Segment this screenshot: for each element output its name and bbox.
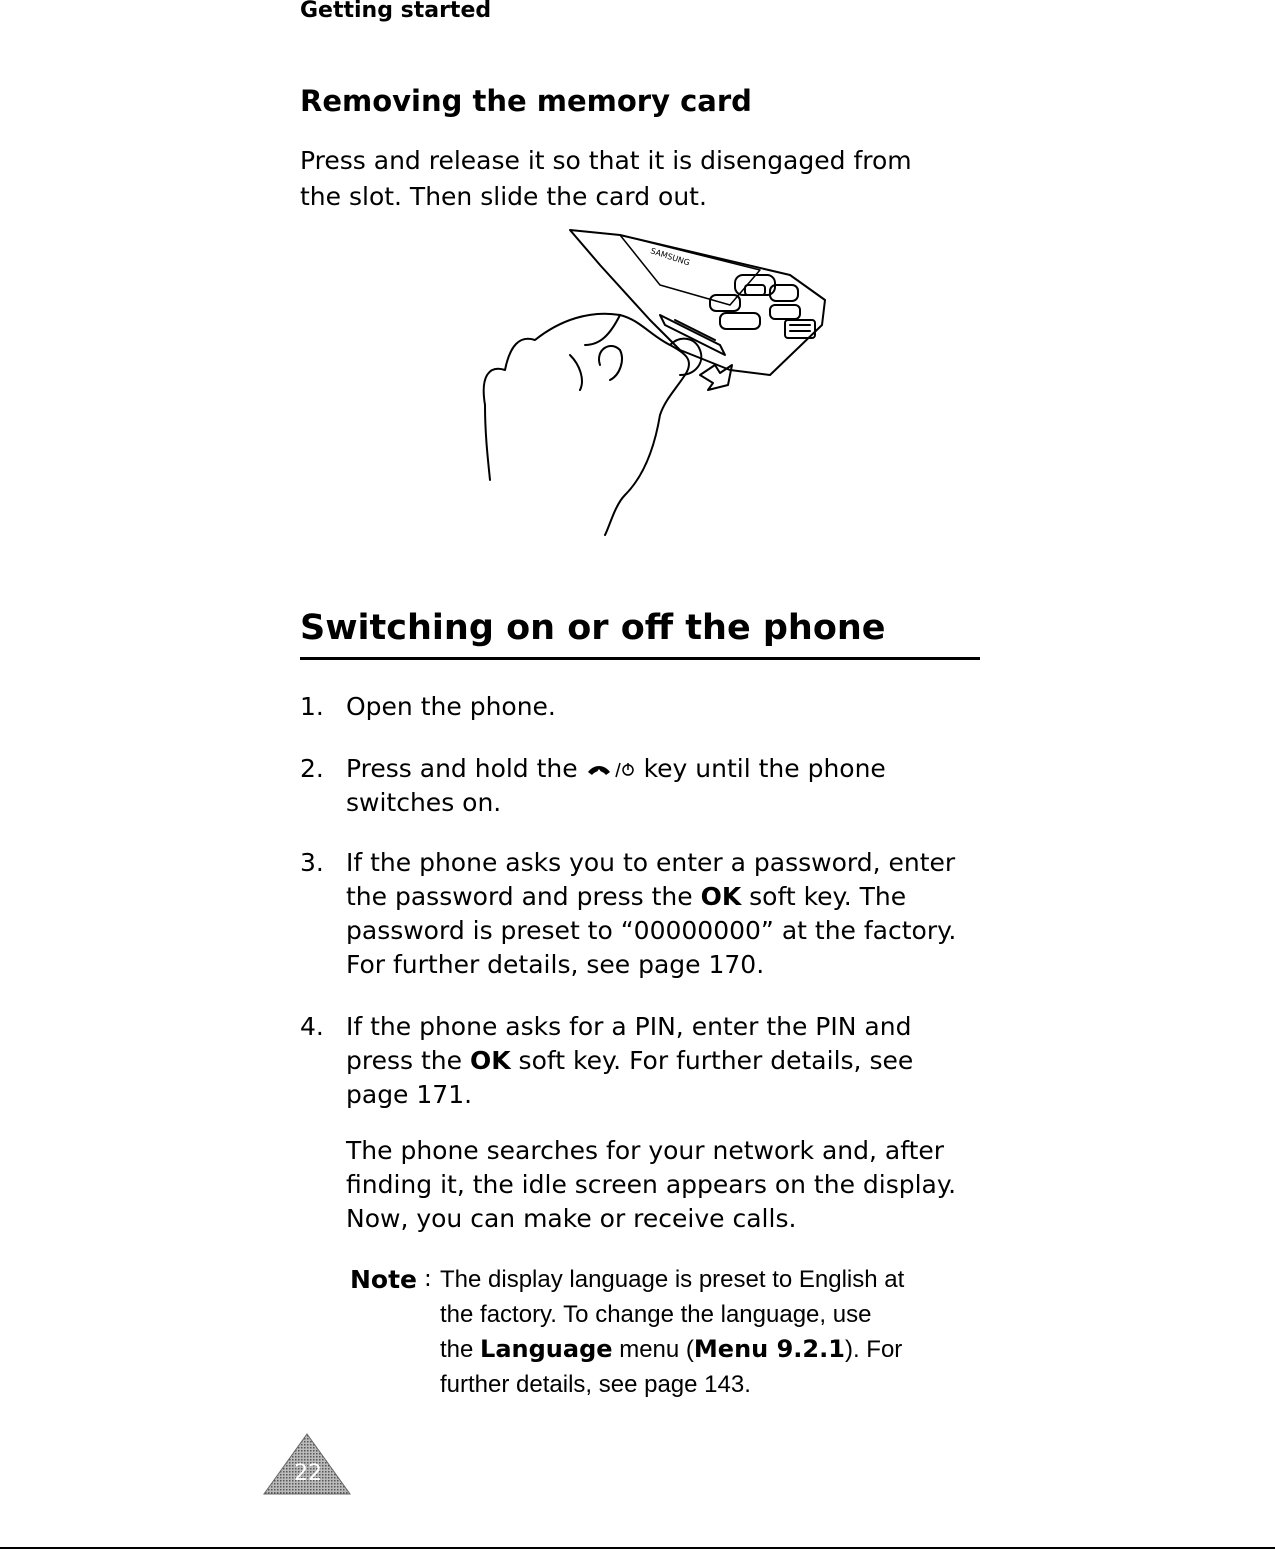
end-power-key-icon [586,759,636,781]
step-text-line-2: press the OK soft key. For further details, see [346,1046,914,1075]
language-menu-label: Language [480,1335,613,1363]
note-line-2: the factory. To change the language, use [440,1301,872,1328]
note-line-1: The display language is preset to English at [440,1266,905,1293]
step-text: Open the phone. [346,692,556,721]
result-line-3: Now, you can make or receive calls. [346,1204,797,1233]
step-number: 4. [300,1012,324,1041]
section-rule [300,657,980,660]
note-line-4: further details, see page 143. [440,1371,751,1398]
step-number: 3. [300,848,324,877]
switching-title: Switching on or off the phone [300,608,886,648]
step-number: 1. [300,692,324,721]
step-text-line-1 [346,752,986,786]
step-text-post: key until the phone [643,754,886,783]
page-number-badge [262,1432,352,1497]
svg-text:SAMSUNG: SAMSUNG [649,246,691,268]
removing-title: Removing the memory card [300,84,752,118]
step-text-line-1: If the phone asks for a PIN, enter the PIN and [346,1012,912,1041]
step-text-line-4: For further details, see page 170. [346,950,765,979]
menu-code-label: Menu 9.2.1 [693,1335,845,1363]
step-text-line-3: page 171. [346,1080,473,1109]
step-text-line-2: switches on. [346,788,502,817]
running-header: Getting started [300,0,492,23]
note-line-3: the Language menu (Menu 9.2.1). For [440,1335,903,1363]
step-text-pre: Press and hold the [346,754,578,783]
removing-line-2: the slot. Then slide the card out. [300,182,707,211]
page-number: 22 [294,1461,322,1486]
removing-line-1: Press and release it so that it is disengaged from [300,146,912,175]
ok-key-label: OK [469,1046,511,1075]
step-text-line-3: password is preset to “00000000” at the factory. [346,916,957,945]
bottom-rule [0,1547,1275,1549]
note-label: Note [350,1265,418,1294]
note-colon: : [424,1266,432,1292]
result-line-1: The phone searches for your network and, after [346,1136,945,1165]
ok-key-label: OK [700,882,742,911]
memory-card-removal-illustration [470,225,850,545]
step-number: 2. [300,754,324,783]
step-text-line-2: the password and press the OK soft key. The [346,882,907,911]
result-line-2: finding it, the idle screen appears on the display. [346,1170,957,1199]
step-text-line-1: If the phone asks you to enter a password, enter [346,848,956,877]
